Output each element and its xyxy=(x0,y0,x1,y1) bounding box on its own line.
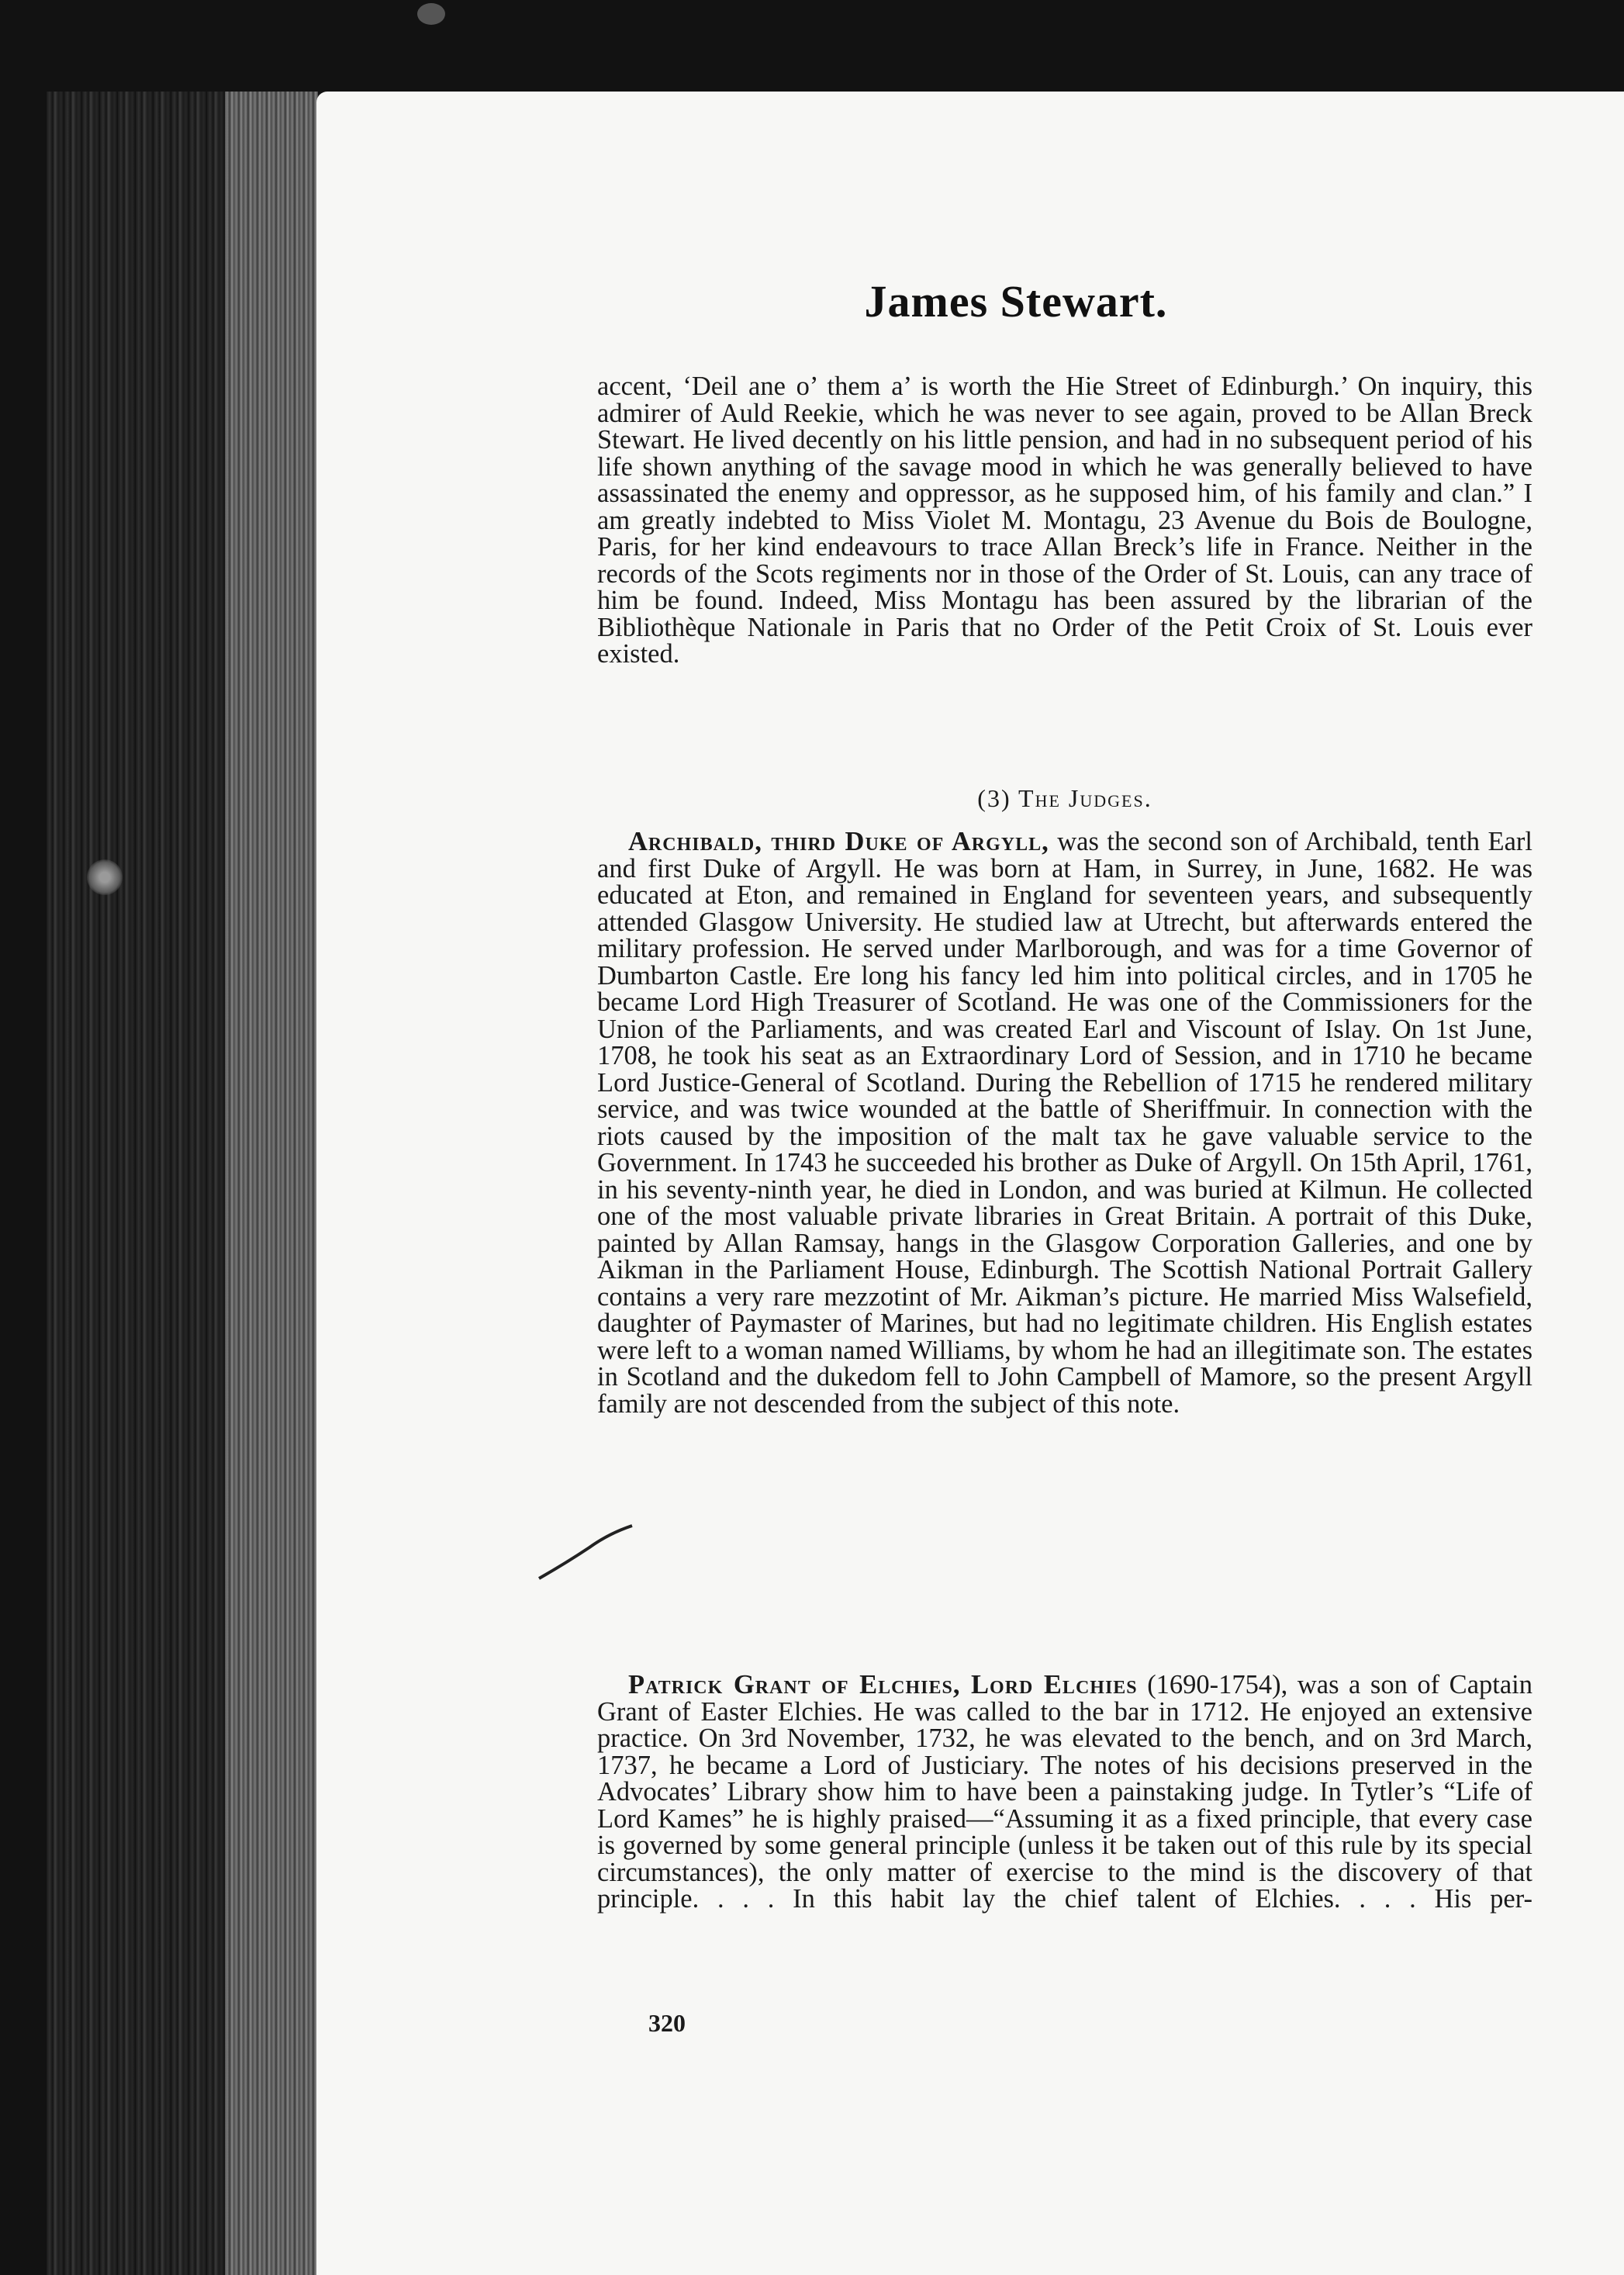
section-heading: (3) The Judges. xyxy=(977,784,1152,812)
running-head: James Stewart. xyxy=(864,276,1168,327)
paragraph-elchies-lead: Patrick Grant of Elchies, Lord Elchies xyxy=(628,1670,1138,1699)
pencil-annotation xyxy=(535,1516,636,1586)
pencil-stroke xyxy=(539,1526,632,1578)
paragraph-archibald-lead: Archibald, third Duke of Argyll, xyxy=(628,827,1049,856)
paragraph-elchies xyxy=(597,1672,1532,1913)
page-number: 320 xyxy=(648,2009,686,2037)
paragraph-archibald xyxy=(597,828,1532,1417)
corner-smudge xyxy=(417,3,445,25)
paragraph-1 xyxy=(597,373,1532,668)
paragraph-1-text: accent, ‘Deil ane o’ them a’ is worth the Hie Street of Edinburgh.’ On inquiry, this admirer of Auld Reekie, which he was never to see again, proved to be Allan Breck Stewart. He lived decently on his little pension, and had in no subsequent period of his life shown anything of the savage mood in which he was generally believed to have assassinated the enemy and oppressor, as he supposed him, of his family and clan.” I am greatly indebted to Miss Violet M. Montagu, 23 Avenue du Bois de Boulogne, Paris, for her kind endeavours to trace Allan Breck’s life in France. Neither in the records of the Scots regiments nor in those of the Order of St. Louis, can any trace of him be found. Indeed, Miss Montagu has been assured by the librarian of the Bibliothèque Nationale in Paris that no Order of the Petit Croix of St. Louis ever existed. xyxy=(597,372,1532,669)
paragraph-elchies-text: (1690-1754), was a son of Captain Grant of Easter Elchies. He was called to the bar in 1712. He enjoyed an extensive practice. On 3rd November, 1732, he was elevated to the bench, and on 3rd March, 1737, he became a Lord of Justiciary. The notes of his decisions preserved in the Advocates’ Library show him to have been a painstaking judge. In Tytler’s “Life of Lord Kames” he is highly praised—“Assuming it as a fixed principle, that every case is governed by some general principle (unless it be taken out of this rule by its special circumstances), the only matter of exercise to the mind is the discovery of that principle. . . . In this habit lay the chief talent of Elchies. . . . His per- xyxy=(597,1670,1532,1914)
paragraph-archibald-text: was the second son of Archibald, tenth Earl and first Duke of Argyll. He was born at Ham, in Surrey, in June, 1682. He was educated at Eton, and remained in England for seventeen years, and subsequently attended Glasgow University. He studied law at Utrecht, but afterwards entered the military profession. He served under Marlborough, and was for a time Governor of Dumbarton Castle. Ere long his fancy led him into political circles, and in 1705 he became Lord High Treasurer of Scotland. He was one of the Commissioners for the Union of the Parliaments, and was created Earl and Viscount of Islay. On 1st June, 1708, he took his seat as an Extraordinary Lord of Session, and in 1710 he became Lord Justice-General of Scotland. During the Rebellion of 1715 he rendered military service, and was twice wounded at the battle of Sheriffmuir. In connection with the riots caused by the imposition of the malt tax he gave valuable service to the Government. In 1743 he succeeded his brother as Duke of Argyll. On 15th April, 1761, in his seventy-ninth year, he died in London, and was buried at Kilmun. He collected one of the most valuable private libraries in Great Britain. A portrait of this Duke, painted by Allan Ramsay, hangs in the Glasgow Corporation Galleries, and one by Aikman in the Parliament House, Edinburgh. The Scottish National Portrait Gallery contains a very rare mezzotint of Mr. Aikman’s picture. He married Miss Walsefield, daughter of Paymaster of Marines, but had no legitimate children. His English estates were left to a woman named Williams, by whom he had an illegitimate son. The estates in Scotland and the dukedom fell to John Campbell of Mamore, so the present Argyll family are not descended from the subject of this note. xyxy=(597,827,1532,1419)
page-edges xyxy=(225,92,318,2275)
margin-blot xyxy=(87,859,123,895)
